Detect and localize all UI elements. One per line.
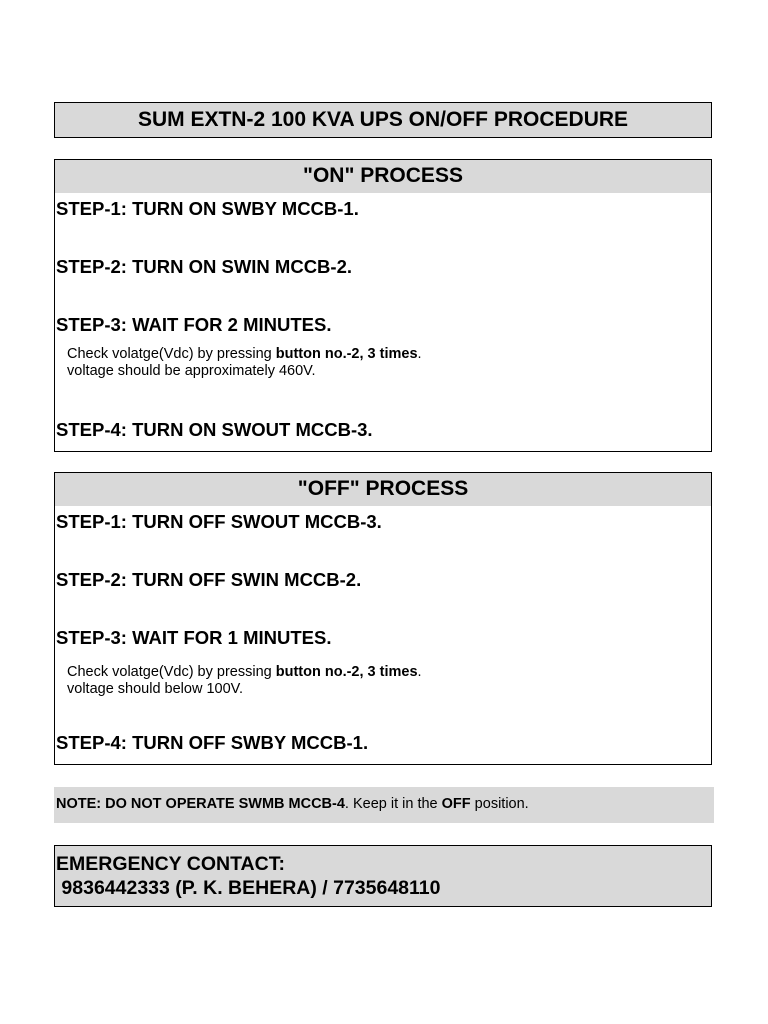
on-check-prefix: Check volatge(Vdc) by pressing xyxy=(67,346,276,362)
note-suffix: position. xyxy=(470,796,529,812)
note-bold-word: OFF xyxy=(441,796,471,812)
off-check-suffix: . xyxy=(417,664,422,680)
on-check-button-text: button no.-2, 3 times xyxy=(275,346,418,362)
off-step-2: STEP-2: TURN OFF SWIN MCCB-2. xyxy=(56,569,362,590)
off-check-instruction xyxy=(67,664,422,681)
note-middle: . Keep it in the xyxy=(344,796,442,812)
emergency-contact-numbers: 9836442333 (P. K. BEHERA) / 7735648110 xyxy=(56,877,441,899)
on-process-section xyxy=(54,159,712,452)
note-bold-prefix: NOTE: DO NOT OPERATE SWMB MCCB-4 xyxy=(56,796,345,812)
off-step-3: STEP-3: WAIT FOR 1 MINUTES. xyxy=(56,627,332,648)
on-check-instruction xyxy=(67,346,422,363)
off-voltage-note: voltage should below 100V. xyxy=(67,681,244,697)
off-process-heading: "OFF" PROCESS xyxy=(55,473,711,506)
off-check-button-text: button no.-2, 3 times xyxy=(275,664,418,680)
on-step-2: STEP-2: TURN ON SWIN MCCB-2. xyxy=(56,256,352,277)
on-step-1: STEP-1: TURN ON SWBY MCCB-1. xyxy=(56,198,359,219)
note-banner xyxy=(54,787,714,823)
page-title: SUM EXTN-2 100 KVA UPS ON/OFF PROCEDURE xyxy=(54,102,712,138)
on-voltage-note: voltage should be approximately 460V. xyxy=(67,363,316,379)
off-step-1: STEP-1: TURN OFF SWOUT MCCB-3. xyxy=(56,511,382,532)
on-step-4: STEP-4: TURN ON SWOUT MCCB-3. xyxy=(56,419,373,440)
off-step-4: STEP-4: TURN OFF SWBY MCCB-1. xyxy=(56,732,369,753)
on-step-3: STEP-3: WAIT FOR 2 MINUTES. xyxy=(56,314,332,335)
on-process-heading: "ON" PROCESS xyxy=(55,160,711,193)
on-check-suffix: . xyxy=(417,346,422,362)
emergency-contact-section xyxy=(54,845,712,907)
off-process-section xyxy=(54,472,712,765)
off-check-prefix: Check volatge(Vdc) by pressing xyxy=(67,664,276,680)
emergency-contact-label: EMERGENCY CONTACT: xyxy=(56,853,285,875)
